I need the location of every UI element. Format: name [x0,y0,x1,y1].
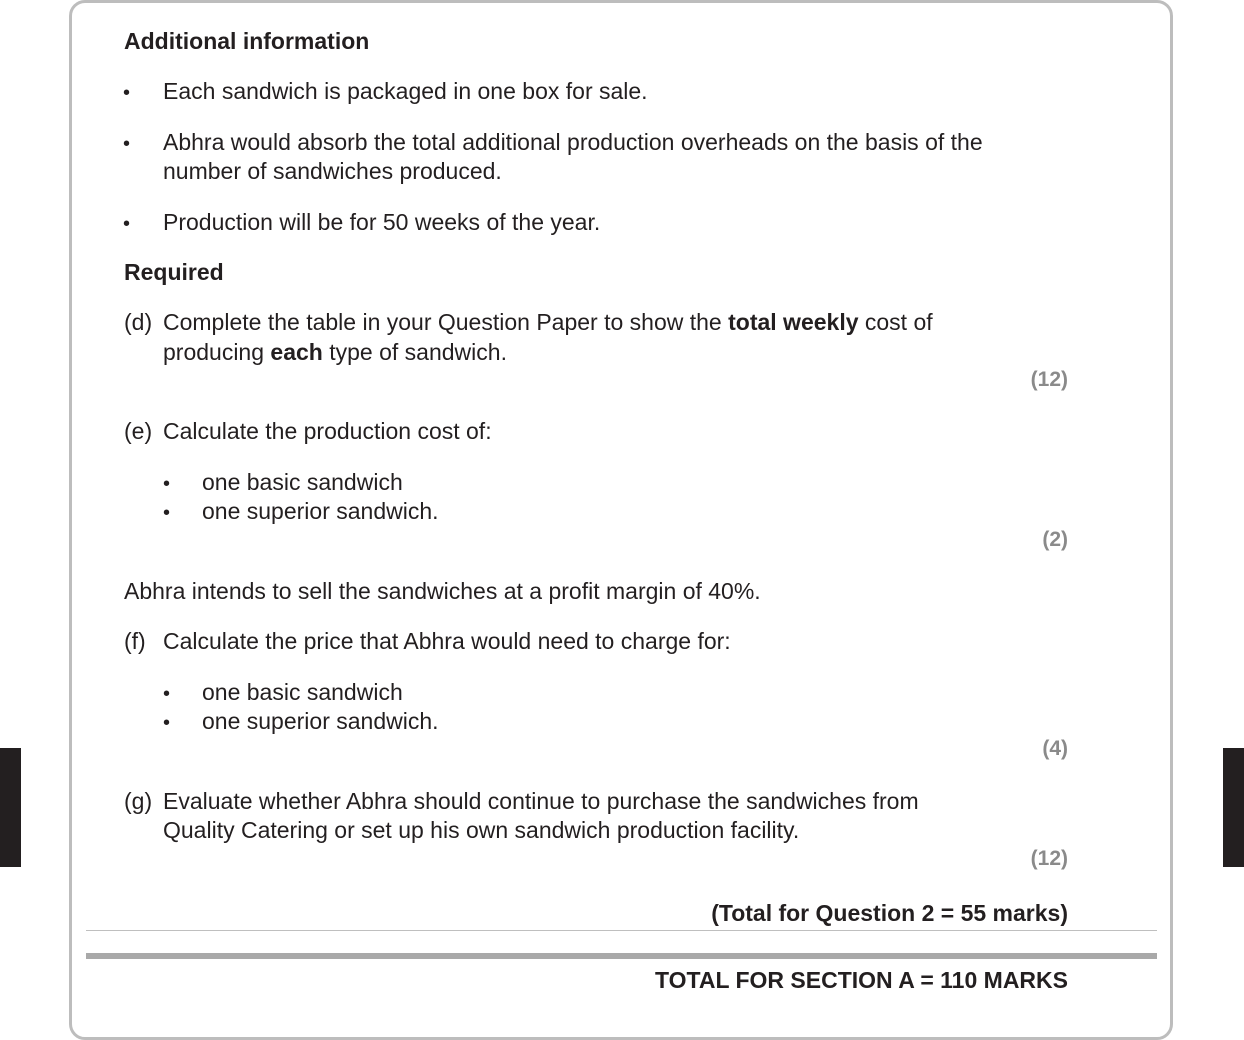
question-f-text: Calculate the price that Abhra would need to charge for: [163,628,731,654]
question-g-label: (g) [124,788,153,814]
info-bullet-3: Production will be for 50 weeks of the year. [163,209,601,235]
question-d-line1: Complete the table in your Question Paper to show the total weekly cost of [163,309,933,335]
question-total: (Total for Question 2 = 55 marks) [711,900,1068,926]
question-d-label: (d) [124,309,153,335]
info-bullet-2-line1: Abhra would absorb the total additional production overheads on the basis of the [163,129,983,155]
question-d-marks: (12) [1030,368,1068,391]
bullet-icon: • [163,473,171,495]
info-bullet-2-line2: number of sandwiches produced. [163,158,502,184]
question-e-item-1: one basic sandwich [202,469,403,495]
question-e-text: Calculate the production cost of: [163,418,492,444]
question-e-marks: (2) [1042,528,1068,551]
section-total: TOTAL FOR SECTION A = 110 MARKS [654,967,1068,993]
profit-margin-text: Abhra intends to sell the sandwiches at a profit margin of 40%. [124,578,761,604]
bullet-icon: • [163,712,171,734]
question-g-line2: Quality Catering or set up his own sandwich production facility. [163,817,800,843]
required-heading: Required [124,259,224,285]
bullet-icon: • [123,82,131,104]
info-bullet-1: Each sandwich is packaged in one box for sale. [163,78,648,104]
additional-info-heading: Additional information [124,28,370,54]
divider-thin [86,930,1157,931]
bullet-icon: • [163,502,171,524]
question-g-marks: (12) [1030,847,1068,870]
question-e-item-2: one superior sandwich. [202,498,439,524]
bullet-icon: • [163,683,171,705]
question-f-label: (f) [124,628,146,654]
bullet-icon: • [123,213,131,235]
question-f-item-2: one superior sandwich. [202,708,439,734]
question-g-line1: Evaluate whether Abhra should continue to purchase the sandwiches from [163,788,919,814]
question-d-line2: producing each type of sandwich. [163,339,507,365]
question-f-marks: (4) [1042,737,1068,760]
question-e-label: (e) [124,418,153,444]
question-f-item-1: one basic sandwich [202,679,403,705]
right-edge-tab [1223,748,1244,867]
bullet-icon: • [123,133,131,155]
divider-thick [86,953,1157,959]
left-edge-tab [0,748,21,867]
